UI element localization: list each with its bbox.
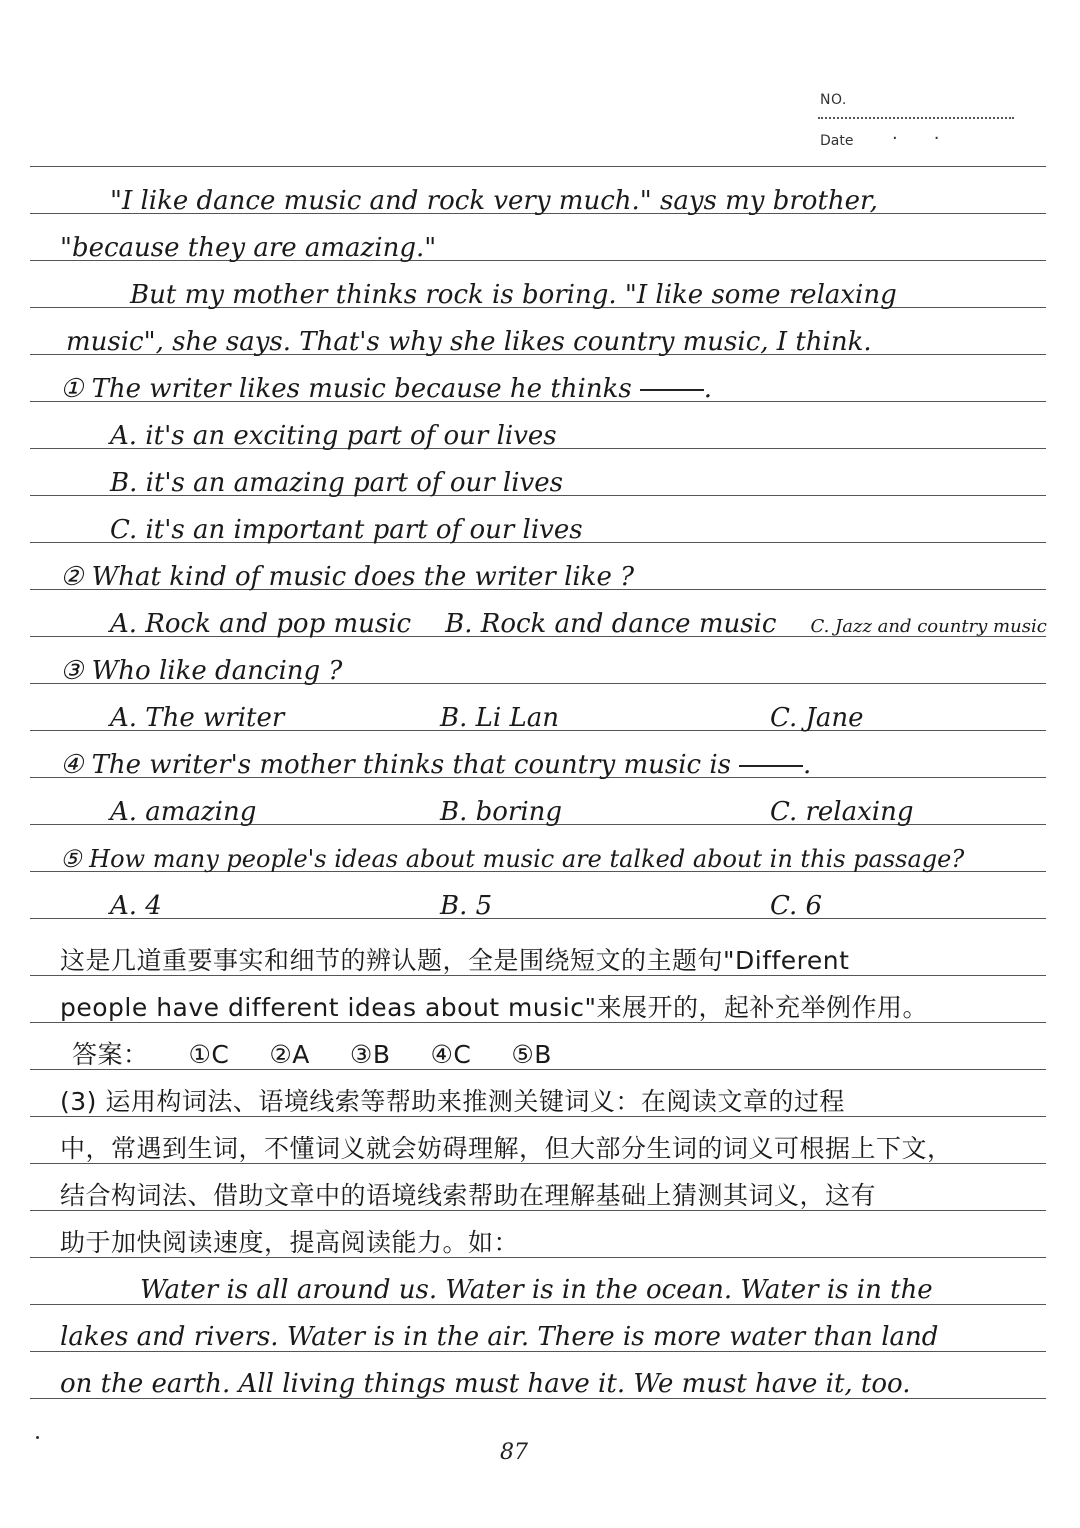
question-2-stem: ② What kind of music does the writer like ? <box>60 562 635 592</box>
question-1-option-c: C. it's an important part of our lives <box>110 515 583 545</box>
section3-line: 结合构词法、借助文章中的语境线索帮助在理解基础上猜测其词义，这有 <box>60 1181 877 1210</box>
header-date-dots: ·· <box>892 128 976 149</box>
passage-line: music", she says. That's why she likes country music, I think. <box>66 327 872 357</box>
explanation-line: 这是几道重要事实和细节的辨认题，全是围绕短文的主题句"Different <box>60 946 850 975</box>
passage-line: "I like dance music and rock very much." says my brother, <box>110 186 878 216</box>
section3-line: 中，常遇到生词，不懂词义就会妨碍理解，但大部分生词的词义可根据上下文， <box>60 1134 953 1163</box>
passage-line: But my mother thinks rock is boring. "I like some relaxing <box>130 280 897 310</box>
question-1-option-a: A. it's an exciting part of our lives <box>110 421 557 451</box>
question-stem <box>60 372 1020 406</box>
question-5-option-b: B. 5 <box>440 891 493 921</box>
question-5-option-c: C. 6 <box>770 891 823 921</box>
header-no-dotted-line <box>818 117 1014 119</box>
answer-blank <box>739 765 803 767</box>
stem-period: . <box>803 750 812 780</box>
question-4-option-c: C. relaxing <box>770 797 914 827</box>
question-1-stem: ① The writer likes music because he thinks <box>60 374 632 404</box>
explanation-line: people have different ideas about music"来展开的，起补充举例作用。 <box>60 993 928 1022</box>
answer-key <box>72 1038 1032 1072</box>
water-passage-line: lakes and rivers. Water is in the air. There is more water than land <box>60 1322 939 1352</box>
answer-blank <box>640 389 704 391</box>
question-5-stem: ⑤ How many people's ideas about music are talked about in this passage? <box>60 845 965 873</box>
page-number: 87 <box>500 1440 528 1465</box>
question-4-options <box>110 795 1010 829</box>
answer-item: ⑤B <box>511 1040 552 1069</box>
question-4-option-a: A. amazing <box>110 797 257 827</box>
question-3-option-b: B. Li Lan <box>440 703 559 733</box>
water-passage-line: Water is all around us. Water is in the ocean. Water is in the <box>140 1275 933 1305</box>
question-5-options <box>110 889 1010 923</box>
question-3-option-a: A. The writer <box>110 703 285 733</box>
question-2-option-c: C. Jazz and country music <box>810 616 1047 637</box>
question-2-option-b: B. Rock and dance music <box>445 609 777 639</box>
header-date-label: Date <box>820 133 854 149</box>
question-stem <box>60 748 1020 782</box>
question-5-option-a: A. 4 <box>110 891 162 921</box>
answer-item: ③B <box>349 1040 391 1069</box>
answer-key-label: 答案： <box>72 1040 149 1069</box>
question-4-option-b: B. boring <box>440 797 563 827</box>
water-passage-line: on the earth. All living things must have it. We must have it, too. <box>60 1369 911 1399</box>
stem-period: . <box>703 374 712 404</box>
answer-item: ①C <box>188 1040 230 1069</box>
question-3-option-c: C. Jane <box>770 703 864 733</box>
question-2-options <box>110 607 1070 644</box>
question-4-stem: ④ The writer's mother thinks that country music is <box>60 750 732 780</box>
header-no-label: NO. <box>820 92 847 108</box>
passage-line: "because they are amazing." <box>60 233 437 263</box>
question-2-option-a: A. Rock and pop music <box>110 609 412 639</box>
ruled-line <box>30 166 1046 167</box>
margin-dot <box>36 1436 39 1439</box>
section3-line: (3) 运用构词法、语境线索等帮助来推测关键词义：在阅读文章的过程 <box>60 1087 845 1116</box>
answer-item: ④C <box>430 1040 472 1069</box>
question-3-options <box>110 701 1010 735</box>
question-3-stem: ③ Who like dancing ? <box>60 656 343 686</box>
section3-line: 助于加快阅读速度，提高阅读能力。如： <box>60 1228 520 1257</box>
answer-item: ②A <box>269 1040 310 1069</box>
question-1-option-b: B. it's an amazing part of our lives <box>110 468 563 498</box>
